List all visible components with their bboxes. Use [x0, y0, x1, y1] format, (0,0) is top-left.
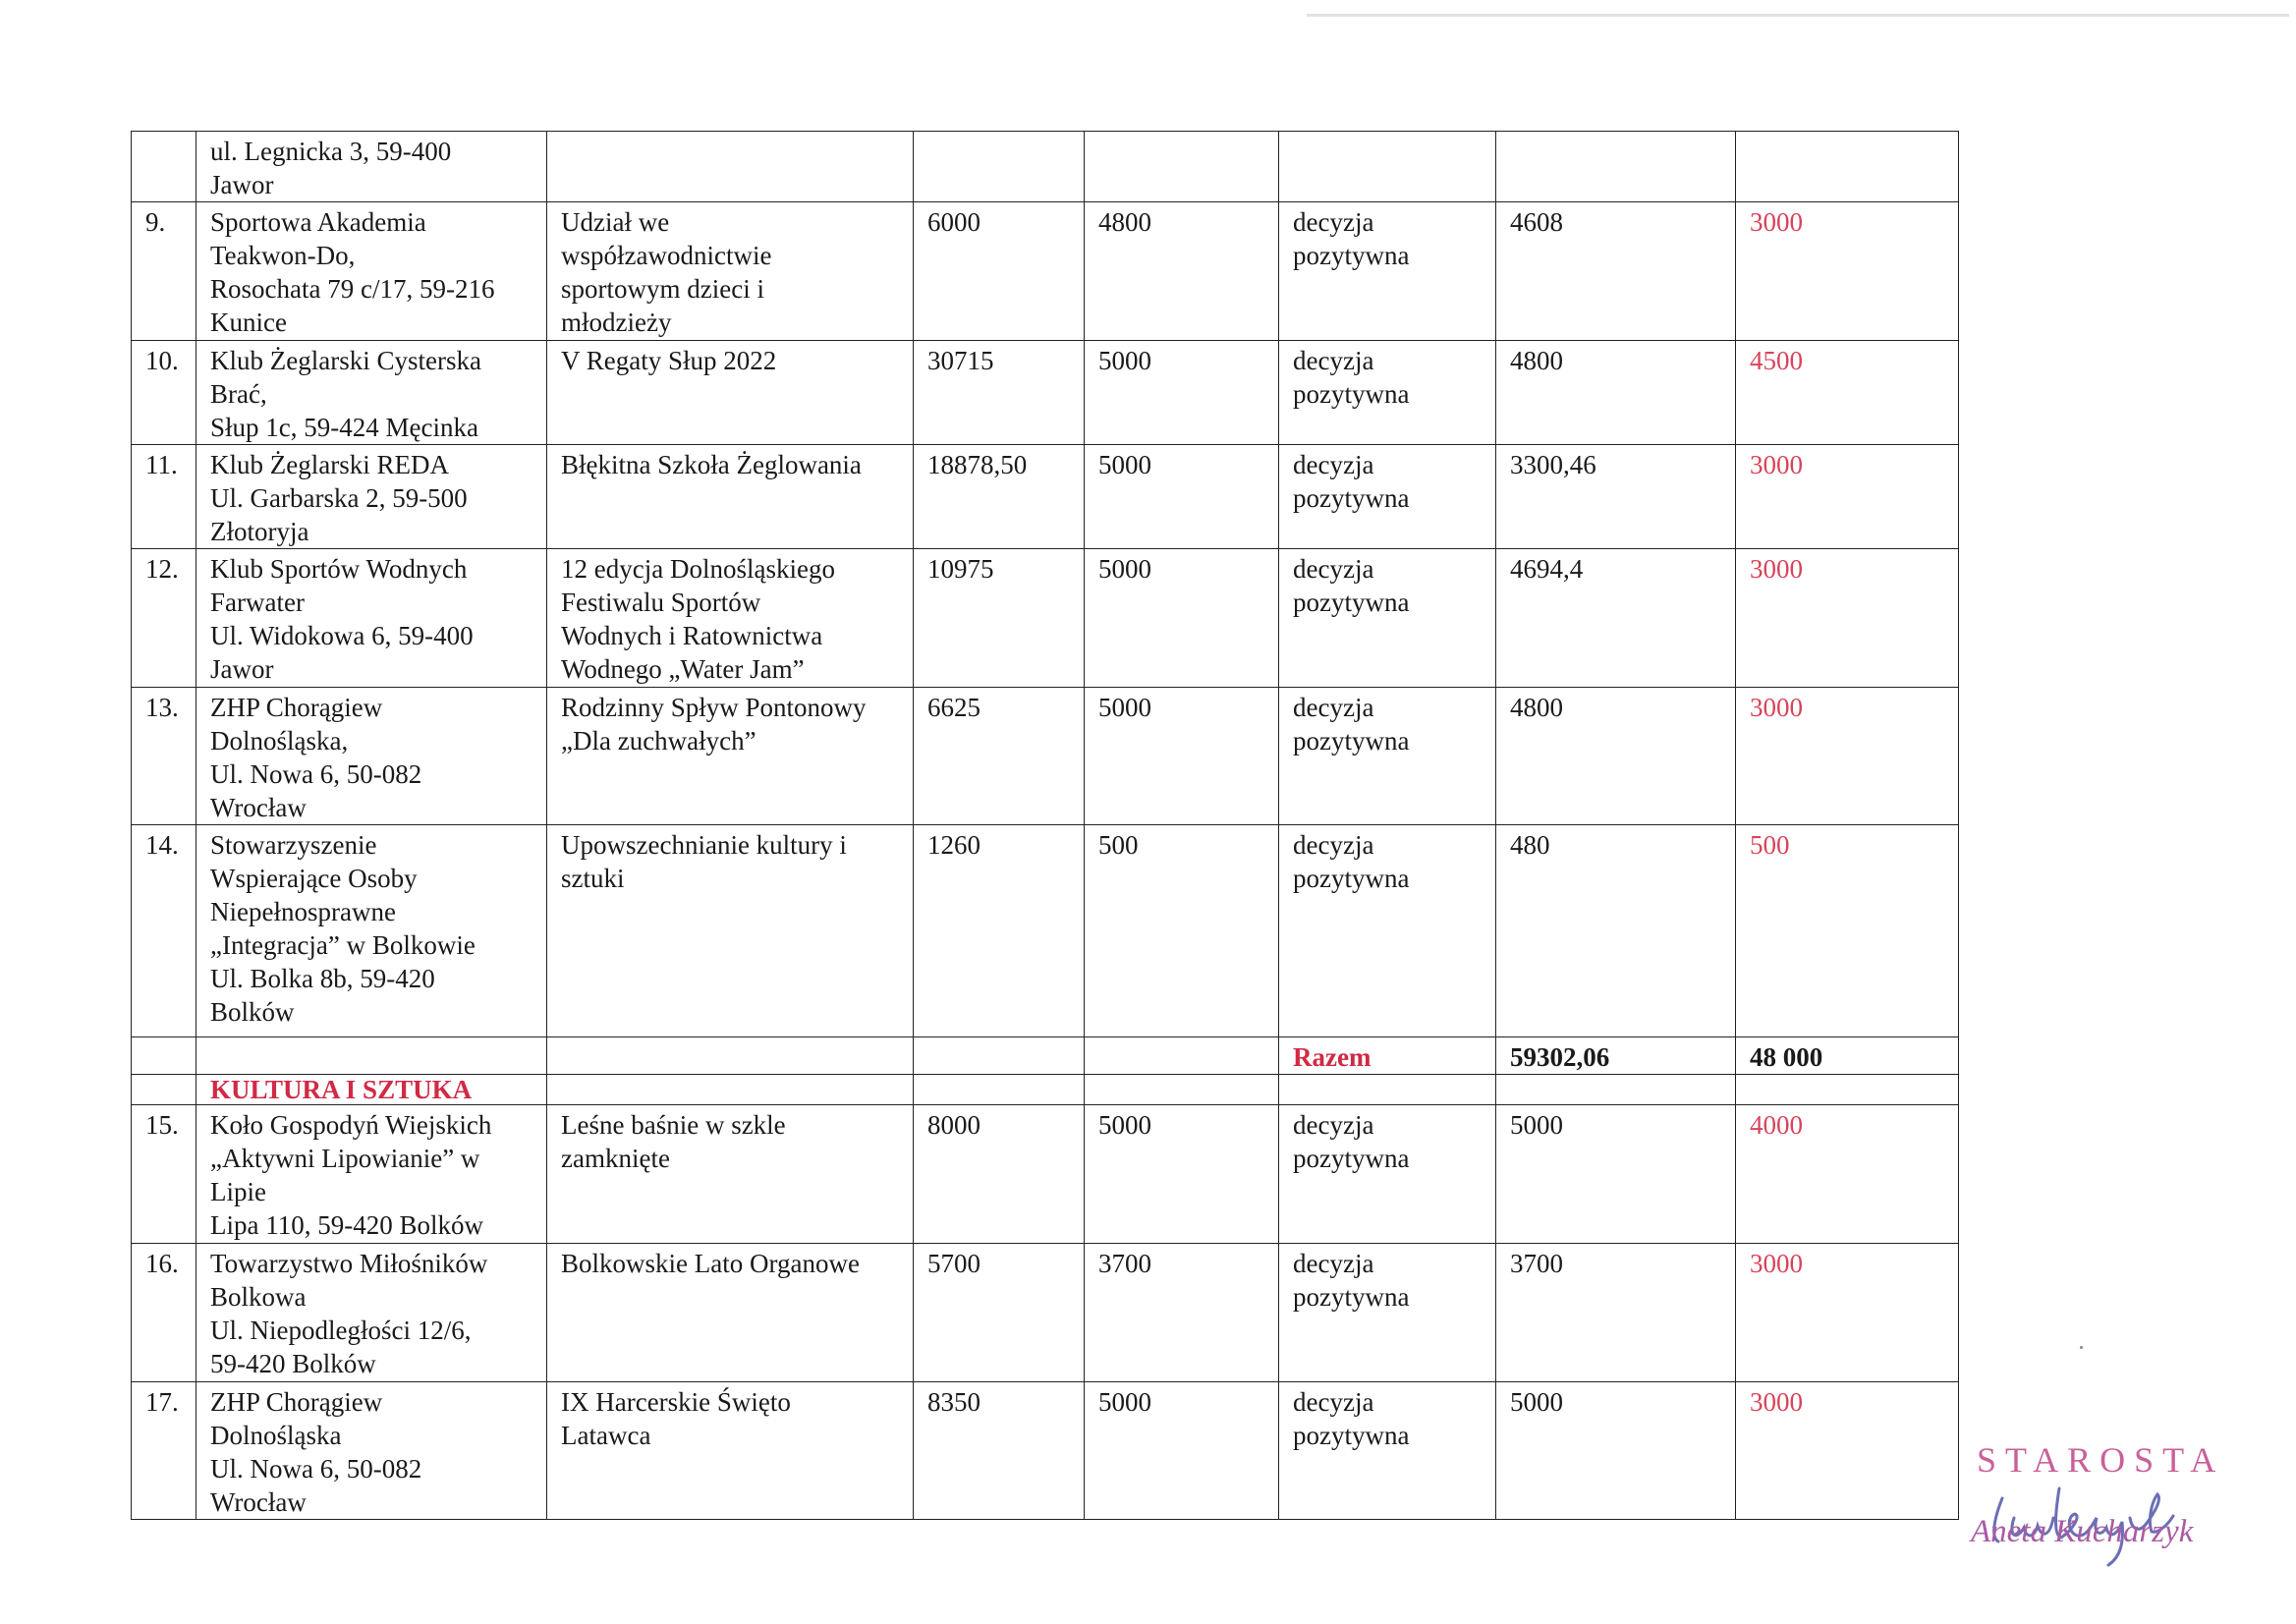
section-row — [132, 1075, 1959, 1105]
cell-org: Klub Żeglarski Cysterska Brać, Słup 1c, 59-424 Męcinka — [196, 341, 547, 445]
total-label: Razem — [1279, 1037, 1496, 1075]
cell-score: 5000 — [1496, 1105, 1736, 1244]
cell-cost: 10975 — [914, 549, 1085, 688]
cell-requested: 5000 — [1085, 341, 1279, 445]
table-row — [132, 445, 1959, 549]
cell-cost: 5700 — [914, 1244, 1085, 1382]
cell-opinion: decyzja pozytywna — [1279, 341, 1496, 445]
table-row — [132, 1244, 1959, 1382]
total-row — [132, 1037, 1959, 1075]
cell-opinion: decyzja pozytywna — [1279, 1382, 1496, 1520]
cell-org: Towarzystwo Miłośników Bolkowa Ul. Niepodległości 12/6, 59-420 Bolków — [196, 1244, 547, 1382]
cell-cost: 6000 — [914, 202, 1085, 341]
cell-cost: 8000 — [914, 1105, 1085, 1244]
cell-score: 4694,4 — [1496, 549, 1736, 688]
cell-opinion: decyzja pozytywna — [1279, 1244, 1496, 1382]
cell-requested: 5000 — [1085, 1105, 1279, 1244]
section-title: KULTURA I SZTUKA — [196, 1075, 547, 1105]
cell-org: ZHP Chorągiew Dolnośląska Ul. Nowa 6, 50-082 Wrocław — [196, 1382, 547, 1520]
table-row — [132, 688, 1959, 825]
cell-granted: 3000 — [1736, 549, 1959, 688]
cell-score: 4608 — [1496, 202, 1736, 341]
cell-cost: 30715 — [914, 341, 1085, 445]
cell-org: Stowarzyszenie Wspierające Osoby Niepełnosprawne „Integracja” w Bolkowie Ul. Bolka 8b, 59-420 Bolków — [196, 825, 547, 1037]
cell-requested: 500 — [1085, 825, 1279, 1037]
cell-cost: 6625 — [914, 688, 1085, 825]
cell-opinion: decyzja pozytywna — [1279, 1105, 1496, 1244]
signature-image — [1965, 1459, 2211, 1567]
cell-opinion: decyzja pozytywna — [1279, 202, 1496, 341]
cell-granted: 4500 — [1736, 341, 1959, 445]
starosta-stamp — [1965, 1439, 2260, 1577]
cell-task — [547, 132, 914, 202]
cell-granted: 3000 — [1736, 202, 1959, 341]
stamp-title: STAROSTA — [1977, 1440, 2225, 1480]
table-row — [132, 549, 1959, 688]
total-granted: 48 000 — [1736, 1037, 1959, 1075]
cell-opinion: decyzja pozytywna — [1279, 445, 1496, 549]
cell-no — [132, 132, 196, 202]
table-row — [132, 132, 1959, 202]
cell-requested: 5000 — [1085, 1382, 1279, 1520]
table-row — [132, 825, 1959, 1037]
cell-granted: 4000 — [1736, 1105, 1959, 1244]
cell-cost: 18878,50 — [914, 445, 1085, 549]
cell-score — [1496, 132, 1736, 202]
table-row — [132, 341, 1959, 445]
stamp-name: Aneta Kucharzyk — [1971, 1514, 2194, 1549]
total-score: 59302,06 — [1496, 1037, 1736, 1075]
cell-org: ZHP Chorągiew Dolnośląska, Ul. Nowa 6, 50-082 Wrocław — [196, 688, 547, 825]
cell-granted: 3000 — [1736, 688, 1959, 825]
cell-granted — [1736, 132, 1959, 202]
cell-task: Upowszechnianie kultury i sztuki — [547, 825, 914, 1037]
cell-task: 12 edycja Dolnośląskiego Festiwalu Sportów Wodnych i Ratownictwa Wodnego „Water Jam” — [547, 549, 914, 688]
table-row — [132, 1105, 1959, 1244]
cell-no: 10. — [132, 341, 196, 445]
cell-requested: 4800 — [1085, 202, 1279, 341]
cell-no: 13. — [132, 688, 196, 825]
cell-task: Błękitna Szkoła Żeglowania — [547, 445, 914, 549]
cell-no: 12. — [132, 549, 196, 688]
cell-granted: 3000 — [1736, 445, 1959, 549]
cell-granted: 500 — [1736, 825, 1959, 1037]
cell-score: 3300,46 — [1496, 445, 1736, 549]
cell-no: 15. — [132, 1105, 196, 1244]
table-row — [132, 1382, 1959, 1520]
cell-requested: 5000 — [1085, 549, 1279, 688]
cell-no: 14. — [132, 825, 196, 1037]
cell-cost: 8350 — [914, 1382, 1085, 1520]
grants-table — [131, 131, 1959, 1520]
cell-no: 17. — [132, 1382, 196, 1520]
cell-task: Rodzinny Spływ Pontonowy „Dla zuchwałych” — [547, 688, 914, 825]
scan-edge-line — [1307, 14, 2289, 17]
cell-requested — [1085, 132, 1279, 202]
cell-org: ul. Legnicka 3, 59-400 Jawor — [196, 132, 547, 202]
cell-opinion: decyzja pozytywna — [1279, 549, 1496, 688]
scan-dot — [2080, 1346, 2083, 1349]
cell-opinion — [1279, 132, 1496, 202]
cell-task: V Regaty Słup 2022 — [547, 341, 914, 445]
cell-requested: 3700 — [1085, 1244, 1279, 1382]
cell-score: 4800 — [1496, 341, 1736, 445]
cell-org: Klub Żeglarski REDA Ul. Garbarska 2, 59-500 Złotoryja — [196, 445, 547, 549]
cell-task: Leśne baśnie w szkle zamknięte — [547, 1105, 914, 1244]
cell-granted: 3000 — [1736, 1244, 1959, 1382]
cell-opinion: decyzja pozytywna — [1279, 688, 1496, 825]
cell-score: 3700 — [1496, 1244, 1736, 1382]
cell-org: Klub Sportów Wodnych Farwater Ul. Widokowa 6, 59-400 Jawor — [196, 549, 547, 688]
cell-granted: 3000 — [1736, 1382, 1959, 1520]
table-row — [132, 202, 1959, 341]
cell-score: 480 — [1496, 825, 1736, 1037]
cell-task: Bolkowskie Lato Organowe — [547, 1244, 914, 1382]
cell-task: IX Harcerskie Święto Latawca — [547, 1382, 914, 1520]
cell-cost — [914, 132, 1085, 202]
cell-requested: 5000 — [1085, 688, 1279, 825]
cell-org: Koło Gospodyń Wiejskich „Aktywni Lipowianie” w Lipie Lipa 110, 59-420 Bolków — [196, 1105, 547, 1244]
cell-org: Sportowa Akademia Teakwon-Do, Rosochata 79 c/17, 59-216 Kunice — [196, 202, 547, 341]
cell-cost: 1260 — [914, 825, 1085, 1037]
cell-requested: 5000 — [1085, 445, 1279, 549]
cell-opinion: decyzja pozytywna — [1279, 825, 1496, 1037]
cell-no: 11. — [132, 445, 196, 549]
cell-no: 16. — [132, 1244, 196, 1382]
cell-task: Udział we współzawodnictwie sportowym dzieci i młodzieży — [547, 202, 914, 341]
cell-no: 9. — [132, 202, 196, 341]
cell-score: 5000 — [1496, 1382, 1736, 1520]
cell-score: 4800 — [1496, 688, 1736, 825]
document-page — [131, 131, 1958, 1520]
